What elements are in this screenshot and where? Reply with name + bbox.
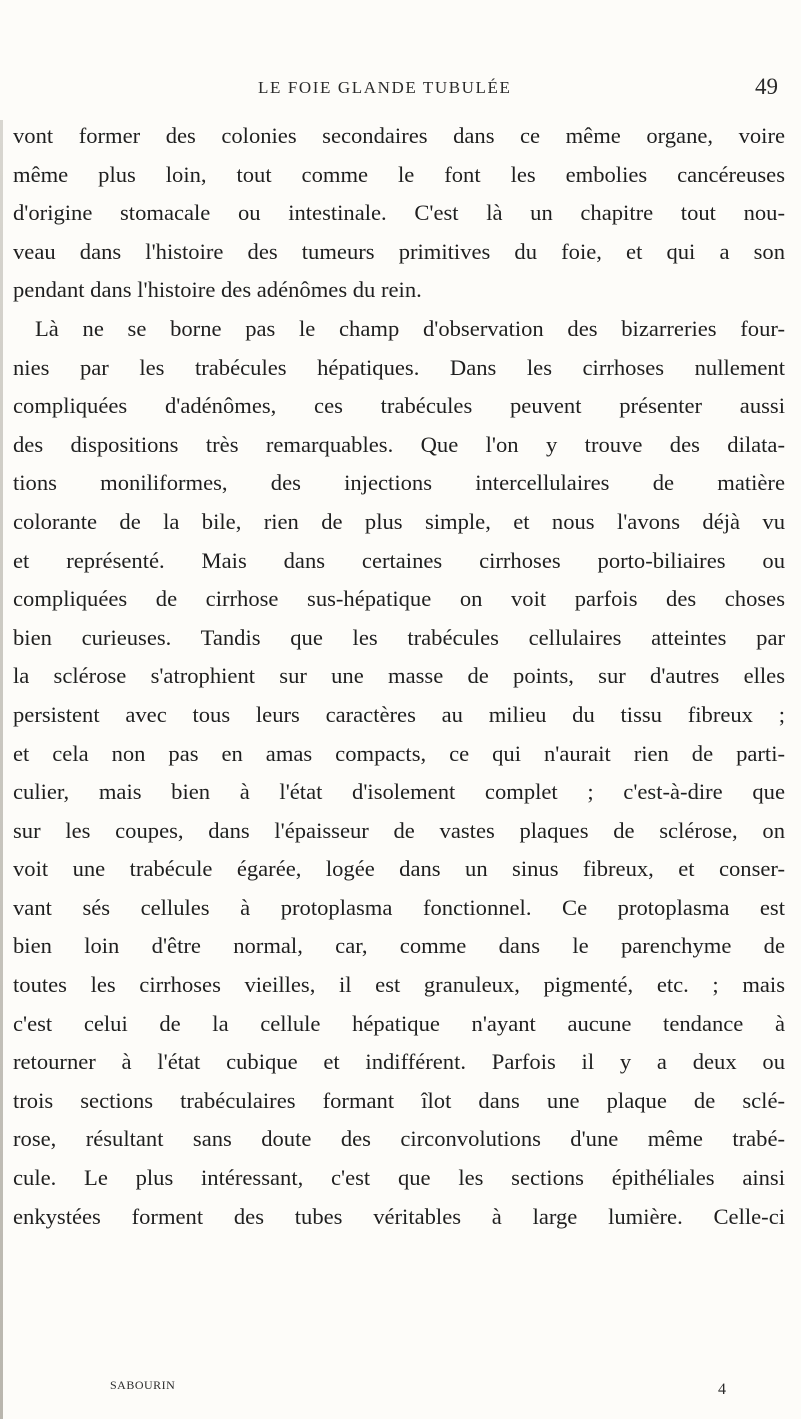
text-line: culier, mais bien à l'état d'isolement complet ; c'est-à-dire que — [13, 779, 785, 805]
signature-number: 4 — [718, 1381, 726, 1398]
text-line: voit une trabécule égarée, logée dans un sinus fibreux, et conser- — [13, 856, 785, 882]
text-line: Là ne se borne pas le champ d'observation des bizarreries four- — [35, 315, 785, 341]
text-line: cule. Le plus intéressant, c'est que les sections épithéliales ainsi — [13, 1165, 785, 1191]
text-line: compliquées d'adénômes, ces trabécules peuvent présenter aussi — [13, 393, 785, 419]
page-binding-edge — [0, 120, 3, 1419]
text-line: bien loin d'être normal, car, comme dans le parenchyme de — [13, 933, 785, 959]
text-line: des dispositions très remarquables. Que l'on y trouve des dilata- — [13, 431, 785, 457]
text-line: vant sés cellules à protoplasma fonctionnel. Ce protoplasma est — [13, 894, 785, 920]
text-line: c'est celui de la cellule hépatique n'ayant aucune tendance à — [13, 1010, 785, 1036]
text-line: d'origine stomacale ou intestinale. C'est là un chapitre tout nou- — [13, 200, 785, 226]
text-line: même plus loin, tout comme le font les embolies cancéreuses — [13, 161, 785, 187]
page-footer — [0, 1376, 801, 1400]
signature-mark: SABOURIN — [110, 1378, 176, 1392]
text-line: veau dans l'histoire des tumeurs primitives du foie, et qui a son — [13, 238, 785, 264]
text-line: pendant dans l'histoire des adénômes du rein. — [13, 277, 422, 303]
running-head: LE FOIE GLANDE TUBULÉE — [258, 78, 512, 97]
text-line: la sclérose s'atrophient sur une masse de points, sur d'autres elles — [13, 663, 785, 689]
text-line: retourner à l'état cubique et indifférent. Parfois il y a deux ou — [13, 1049, 785, 1075]
text-line: nies par les trabécules hépatiques. Dans les cirrhoses nullement — [13, 354, 785, 380]
text-line: et cela non pas en amas compacts, ce qui n'aurait rien de parti- — [13, 740, 785, 766]
text-line: vont former des colonies secondaires dans ce même organe, voire — [13, 123, 785, 148]
text-line: et représenté. Mais dans certaines cirrhoses porto-biliaires ou — [13, 547, 785, 573]
text-line: bien curieuses. Tandis que les trabécules cellulaires atteintes par — [13, 624, 785, 650]
text-line: trois sections trabéculaires formant îlot dans une plaque de sclé- — [13, 1087, 785, 1113]
text-line: colorante de la bile, rien de plus simple, et nous l'avons déjà vu — [13, 508, 785, 534]
page-header — [0, 74, 801, 104]
page-number: 49 — [755, 74, 778, 99]
text-line: enkystées forment des tubes véritables à large lumière. Celle-ci — [13, 1203, 785, 1229]
text-line: persistent avec tous leurs caractères au milieu du tissu fibreux ; — [13, 701, 785, 727]
text-line: sur les coupes, dans l'épaisseur de vastes plaques de sclérose, on — [13, 817, 785, 843]
text-line: tions moniliformes, des injections intercellulaires de matière — [13, 470, 785, 496]
text-line: toutes les cirrhoses vieilles, il est granuleux, pigmenté, etc. ; mais — [13, 972, 785, 998]
text-line: compliquées de cirrhose sus-hépatique on voit parfois des choses — [13, 586, 785, 612]
text-line: rose, résultant sans doute des circonvolutions d'une même trabé- — [13, 1126, 785, 1152]
body-text — [13, 117, 785, 1236]
